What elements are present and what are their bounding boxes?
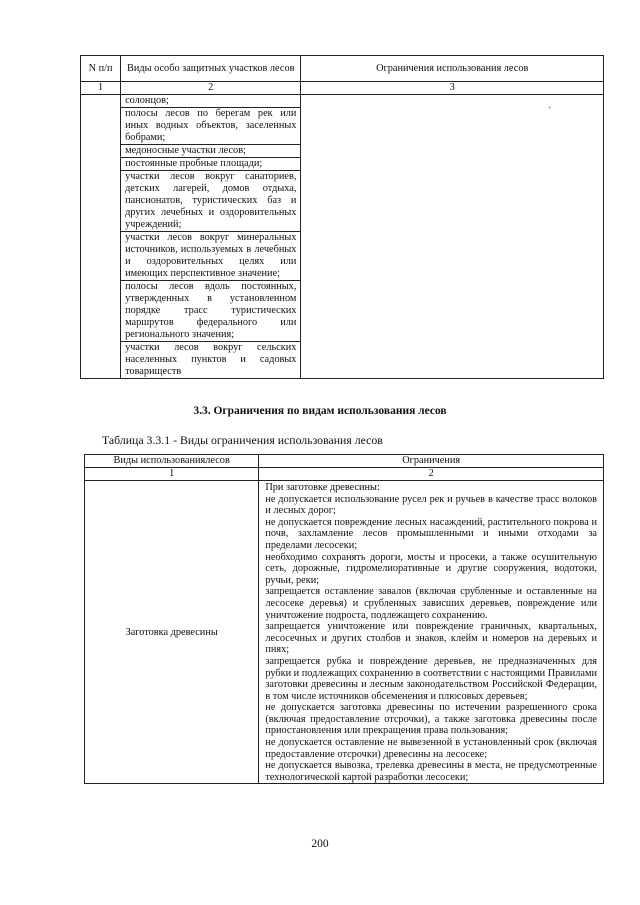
stray-mark: ′ bbox=[549, 105, 551, 115]
list-item: полосы лесов вдоль постоянных, утвержденных в установленном порядке трасс туристических маршрутов федерального или регионального значения; bbox=[121, 281, 300, 342]
list-item: медоносные участки лесов; bbox=[121, 145, 300, 158]
list-item: полосы лесов по берегам рек или иных водных объектов, заселенных бобрами; bbox=[121, 108, 300, 145]
list-item: участки лесов вокруг минеральных источников, используемых в лечебных и оздоровительных целях или имеющих перспективное значение; bbox=[121, 232, 300, 281]
restriction-paragraph: запрещается рубка и повреждение деревьев, не предназначенных для рубки и подлежащих сохранению в соответствии с настоящими Правилами заготовки древесины и лесным законодательством Российской Федерации, в том числе источников обсеменения и плюсовых деревьев; bbox=[265, 655, 597, 702]
restriction-paragraph: не допускается оставление не вывезенной в установленный срок (включая предоставление отсрочки) древесины на лесосеке; bbox=[265, 737, 597, 760]
restriction-paragraph: необходимо сохранять дороги, мосты и просеки, а также осушительную сеть, дорожные, гидромелиоративные и другие сооружения, водотоки, ручьи, реки; bbox=[265, 551, 597, 586]
section-heading: 3.3. Ограничения по видам использования лесов bbox=[193, 405, 447, 417]
column-number-3: 3 bbox=[301, 82, 604, 95]
list-item: участки лесов вокруг санаториев, детских лагерей, домов отдыха, пансионатов, туристических баз и других лечебных и оздоровительных учреждений; bbox=[121, 171, 300, 232]
column-number-2: 2 bbox=[259, 468, 604, 481]
restrictions-text-cell bbox=[259, 481, 604, 784]
header-use-types: Виды использованиялесов bbox=[85, 455, 259, 468]
restriction-paragraph: не допускается использование русел рек и ручьев в качестве трасс волоков и лесных дорог; bbox=[265, 493, 597, 517]
row-number-cell bbox=[81, 95, 121, 379]
area-types-list bbox=[121, 95, 300, 378]
restriction-paragraph: запрещается уничтожение или повреждение граничных, квартальных, лесосечных и других столбов и знаков, клейм и номеров на деревьях и пнях; bbox=[265, 621, 597, 656]
list-item: солонцов; bbox=[121, 95, 300, 108]
table-caption: Таблица 3.3.1 - Виды ограничения использования лесов bbox=[102, 433, 383, 447]
restriction-paragraph: запрещается оставление завалов (включая срубленные и оставленные на лесосеке деревья) и срубленных зависших деревьев, повреждение или уничтожение подроста, подлежащего сохранению. bbox=[265, 586, 597, 621]
page-number: 200 bbox=[311, 838, 329, 850]
area-types-cell bbox=[121, 95, 301, 379]
restriction-paragraph: не допускается заготовка древесины по истечении разрешенного срока (включая предоставление отсрочки), а также заготовка древесины после приостановления или прекращения права пользования; bbox=[265, 702, 597, 737]
header-area-types: Виды особо защитных участков лесов bbox=[121, 56, 301, 82]
column-number-1: 1 bbox=[81, 82, 121, 95]
header-number: N п/п bbox=[81, 56, 121, 82]
header-restrictions: Ограничения bbox=[259, 455, 604, 468]
restriction-paragraph: При заготовке древесины: bbox=[265, 482, 380, 493]
list-item: участки лесов вокруг сельских населенных пунктов и садовых товариществ bbox=[125, 342, 297, 377]
restrictions-cell bbox=[301, 95, 604, 379]
protective-areas-table bbox=[80, 55, 604, 379]
use-type-cell: Заготовка древесины bbox=[85, 481, 259, 784]
restriction-paragraph: не допускается повреждение лесных насаждений, растительного покрова и почв, захламление лесов промышленными и иными отходами за пределами лесосеки; bbox=[265, 516, 597, 551]
restrictions-by-use-table bbox=[84, 454, 604, 784]
list-item: постоянные пробные площади; bbox=[121, 158, 300, 171]
column-number-1: 1 bbox=[85, 468, 259, 481]
header-restrictions: Ограничения использования лесов bbox=[301, 56, 604, 82]
restriction-paragraph: не допускается вывозка, трелевка древесины в места, не предусмотренные технологической картой разработки лесосеки; bbox=[265, 760, 597, 783]
column-number-2: 2 bbox=[121, 82, 301, 95]
